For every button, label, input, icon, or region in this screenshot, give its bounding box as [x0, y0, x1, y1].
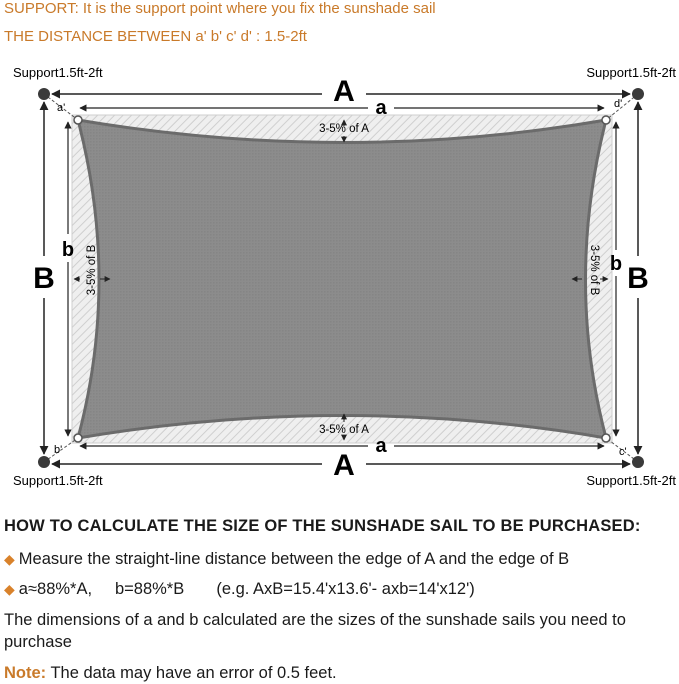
sail-width-label-bottom: a: [375, 435, 387, 457]
support-label-top-right: Support1.5ft-2ft: [586, 65, 676, 80]
curve-depth-left: 3-5% of B: [86, 244, 98, 296]
note-label: Note:: [4, 664, 47, 682]
sail-width-label-top: a: [375, 97, 387, 119]
outer-height-label-right: B: [627, 262, 649, 295]
note-text: The data may have an error of 0.5 feet.: [46, 664, 337, 682]
support-label-bottom-right: Support1.5ft-2ft: [586, 473, 676, 488]
sail-height-label-right: b: [609, 253, 623, 275]
corner-label-d-prime: d': [614, 98, 623, 110]
corner-label-b-prime: b': [54, 444, 63, 456]
support-definition: SUPPORT: It is the support point where you fix the sunshade sail: [4, 0, 436, 17]
d-ring-icon: [74, 116, 82, 124]
outer-width-label-top: A: [333, 75, 355, 108]
support-post-icon: [38, 88, 50, 100]
curve-depth-right: 3-5% of B: [588, 244, 600, 296]
sunshade-sail: [78, 120, 606, 438]
instruction-step-measure: [4, 550, 569, 569]
sail-height-label-left: b: [61, 239, 75, 261]
corner-label-a-prime: a': [57, 102, 66, 114]
support-post-icon: [632, 88, 644, 100]
corner-distance-spec: THE DISTANCE BETWEEN a' b' c' d' : 1.5-2ft: [4, 28, 307, 45]
diamond-icon: ◆: [4, 551, 15, 567]
support-label-bottom-left: Support1.5ft-2ft: [13, 473, 103, 488]
d-ring-icon: [602, 434, 610, 442]
result-explanation: The dimensions of a and b calculated are the sizes of the sunshade sails you need to purchase: [4, 611, 626, 651]
step-formula-text: a≈88%*A, b=88%*B (e.g. AxB=15.4'x13.6'- axb=14'x12'): [18, 580, 475, 598]
support-post-icon: [632, 456, 644, 468]
outer-width-label-bottom: A: [333, 449, 355, 482]
support-label-top-left: Support1.5ft-2ft: [13, 65, 103, 80]
d-ring-icon: [602, 116, 610, 124]
instructions-heading: HOW TO CALCULATE THE SIZE OF THE SUNSHADE SAIL TO BE PURCHASED:: [4, 517, 641, 535]
step-measure-text: Measure the straight-line distance between the edge of A and the edge of B: [18, 550, 570, 568]
support-post-icon: [38, 456, 50, 468]
d-ring-icon: [74, 434, 82, 442]
corner-label-c-prime: c': [619, 446, 627, 458]
curve-depth-top: 3-5% of A: [319, 123, 369, 135]
outer-height-label-left: B: [33, 262, 55, 295]
diamond-icon: ◆: [4, 581, 15, 597]
error-note: [4, 664, 337, 683]
instruction-step-formula: [4, 580, 475, 599]
curve-depth-bottom: 3-5% of A: [319, 424, 369, 436]
